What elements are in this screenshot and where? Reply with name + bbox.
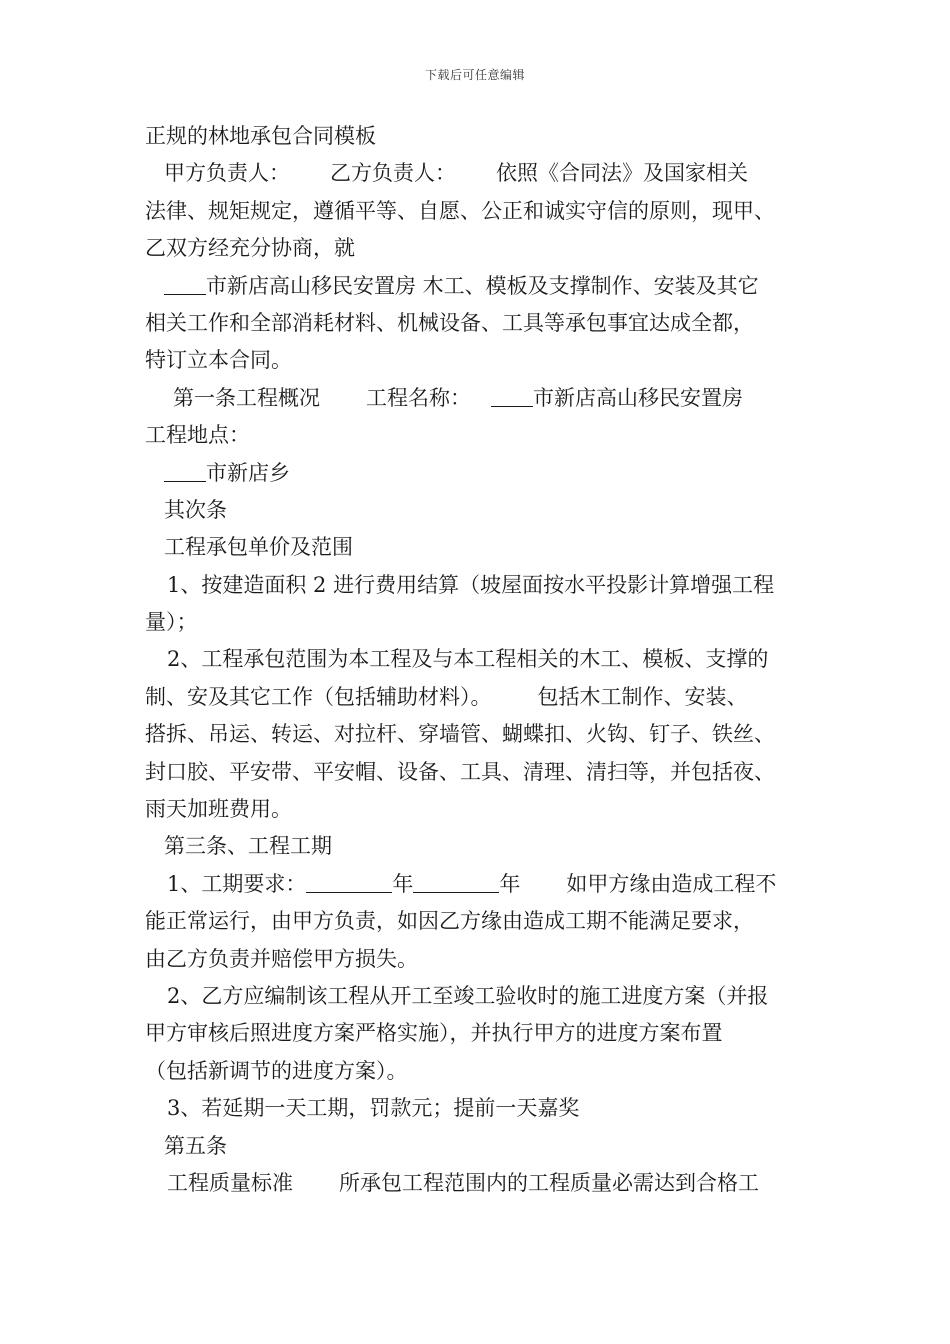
blank-field xyxy=(306,872,392,893)
section-heading: 其次条 xyxy=(164,497,227,522)
text-run: 所承包工程范围内的工程质量必需达到合格工 xyxy=(339,1170,759,1195)
text-run: 市新店高山移民安置房 木工、模板及支撑制作、安装及其它 xyxy=(206,273,759,298)
section-heading-line xyxy=(145,380,825,417)
blank-field xyxy=(491,386,533,407)
paragraph-line: 封口胶、平安带、平安帽、设备、工具、清理、清扫等，并包括夜、 xyxy=(145,759,775,784)
text-run: 市新店高山移民安置房 xyxy=(533,385,743,410)
paragraph-line xyxy=(145,866,825,903)
section-heading: 第一条工程概况 xyxy=(173,385,320,410)
text-run: 年 xyxy=(499,871,521,896)
page-header-note: 下载后可任意编辑 xyxy=(424,68,525,82)
paragraph-line: 搭拆、吊运、转运、对拉杆、穿墙管、蝴蝶扣、火钩、钉子、铁丝、 xyxy=(145,722,775,747)
paragraph-line: 由乙方负责并赔偿甲方损失。 xyxy=(145,946,418,971)
text-run: 市新店乡 xyxy=(206,460,290,485)
text-run: 工程名称： xyxy=(366,385,471,410)
paragraph-line: 工程地点： xyxy=(145,423,250,448)
paragraph-line: 能正常运行，由甲方负责，如因乙方缘由造成工期不能满足要求， xyxy=(145,909,754,934)
blank-field xyxy=(164,274,206,295)
paragraph-line: （包括新调节的进度方案）。 xyxy=(145,1058,408,1083)
paragraph-line: 1、按建造面积 2 进行费用结算（坡屋面按水平投影计算增强工程 xyxy=(167,572,775,597)
paragraph-line: 甲方审核后照进度方案严格实施），并执行甲方的进度方案布置 xyxy=(145,1021,723,1046)
section-heading: 第三条、工程工期 xyxy=(164,834,332,859)
paragraph-line xyxy=(145,155,825,192)
text-run: 包括木工制作、安装、 xyxy=(537,684,748,709)
paragraph-line: 雨天加班费用。 xyxy=(145,797,292,822)
text-run: 工程质量标准 xyxy=(167,1170,293,1195)
document-title: 正规的林地承包合同模板 xyxy=(145,124,376,148)
paragraph-line xyxy=(145,679,825,716)
paragraph-line: 乙双方经充分协商，就 xyxy=(145,236,355,261)
text-run: 年 xyxy=(392,871,414,896)
paragraph-line: 量）； xyxy=(145,610,198,635)
paragraph-line: 工程承包单价及范围 xyxy=(164,535,353,560)
contract-document xyxy=(145,118,825,1202)
paragraph-line xyxy=(145,455,825,492)
blank-field xyxy=(164,461,206,482)
paragraph-line: 2、工程承包范围为本工程及与本工程相关的木工、模板、支撑的 xyxy=(167,647,769,672)
paragraph-line: 相关工作和全部消耗材料、机械设备、工具等承包事宜达成全都， xyxy=(145,310,754,335)
text-run: 依照《合同法》及国家相关 xyxy=(496,161,748,186)
paragraph-line xyxy=(145,1165,825,1202)
text-run: 1、工期要求： xyxy=(167,871,307,896)
section-heading: 第五条 xyxy=(164,1133,227,1158)
party-b-label: 乙方负责人： xyxy=(330,161,456,186)
paragraph-line: 3、若延期一天工期，罚款元；提前一天嘉奖 xyxy=(167,1096,580,1121)
text-run: 制、安及其它工作（包括辅助材料）。 xyxy=(145,684,492,709)
blank-field xyxy=(413,872,499,893)
paragraph-line: 法律、规矩规定，遵循平等、自愿、公正和诚实守信的原则，现甲、 xyxy=(145,198,775,223)
text-run: 如甲方缘由造成工程不 xyxy=(566,871,777,896)
party-a-label: 甲方负责人： xyxy=(164,161,290,186)
paragraph-line: 特订立本合同。 xyxy=(145,348,292,373)
paragraph-line: 2、乙方应编制该工程从开工至竣工验收时的施工进度方案（并报 xyxy=(167,983,769,1008)
paragraph-line xyxy=(145,268,825,305)
